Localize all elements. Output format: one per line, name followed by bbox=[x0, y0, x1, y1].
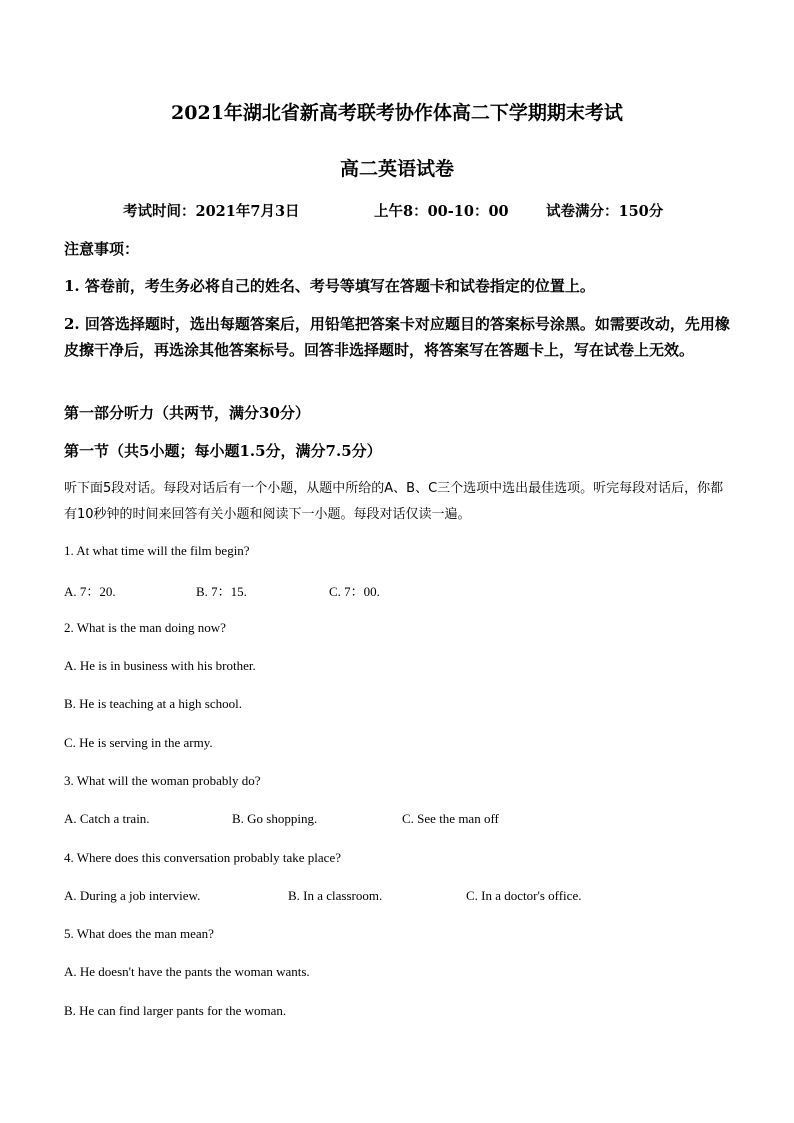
answer-option: B. He is teaching at a high school. bbox=[64, 696, 242, 711]
answer-option: C. In a doctor's office. bbox=[466, 888, 582, 903]
note-item-2: 2. 回答选择题时，选出每题答案后，用铅笔把答案卡对应题目的答案标号涂黑。如需要改动，先用橡皮擦干净后，再选涂其他答案标号。回答非选择题时，将答案写在答题卡上，写在试卷上无效。 bbox=[64, 315, 730, 359]
question-stem: 4. Where does this conversation probably take place? bbox=[64, 850, 341, 865]
question-stem: 1. At what time will the film begin? bbox=[64, 543, 250, 558]
answer-option: A. During a job interview. bbox=[64, 888, 201, 903]
exam-time: 考试时间：2021年7月3日 bbox=[123, 203, 300, 220]
full-score: 试卷满分：150分 bbox=[546, 203, 664, 220]
answer-option: B. In a classroom. bbox=[288, 888, 383, 903]
answer-option: B. He can find larger pants for the woman. bbox=[64, 1003, 287, 1018]
question-stem: 5. What does the man mean? bbox=[64, 926, 214, 941]
note-item-1: 1. 答卷前，考生务必将自己的姓名、考号等填写在答题卡和试卷指定的位置上。 bbox=[64, 277, 595, 295]
answer-option: B. Go shopping. bbox=[232, 811, 318, 826]
answer-option: C. See the man off bbox=[402, 811, 499, 826]
listening-instructions: 听下面5段对话。每段对话后有一个小题，从题中所给的A、B、C三个选项中选出最佳选项。听完每段对话后，你都有10秒钟的时间来回答有关小题和阅读下一小题。每段对话仅读一遍。 bbox=[64, 481, 724, 522]
exam-subtitle: 高二英语试卷 bbox=[339, 158, 454, 180]
part1-heading: 第一部分听力（共两节，满分30分） bbox=[64, 404, 310, 422]
section1-heading: 第一节（共5小题；每小题1.5分，满分7.5分） bbox=[64, 442, 382, 460]
answer-option: C. He is serving in the army. bbox=[64, 735, 213, 750]
answer-option: C. 7：00. bbox=[329, 584, 380, 599]
exam-session: 上午8：00-10：00 bbox=[374, 203, 509, 220]
answer-option: A. He is in business with his brother. bbox=[64, 658, 256, 673]
exam-title: 2021年湖北省新高考联考协作体高二下学期期末考试 bbox=[171, 102, 623, 124]
answer-option: B. 7：15. bbox=[196, 584, 247, 599]
answer-option: A. 7：20. bbox=[64, 584, 116, 599]
answer-option: A. Catch a train. bbox=[64, 811, 150, 826]
answer-option: A. He doesn't have the pants the woman wants. bbox=[64, 964, 310, 979]
notes-heading: 注意事项： bbox=[64, 240, 140, 258]
question-stem: 2. What is the man doing now? bbox=[64, 620, 226, 635]
question-stem: 3. What will the woman probably do? bbox=[64, 773, 261, 788]
